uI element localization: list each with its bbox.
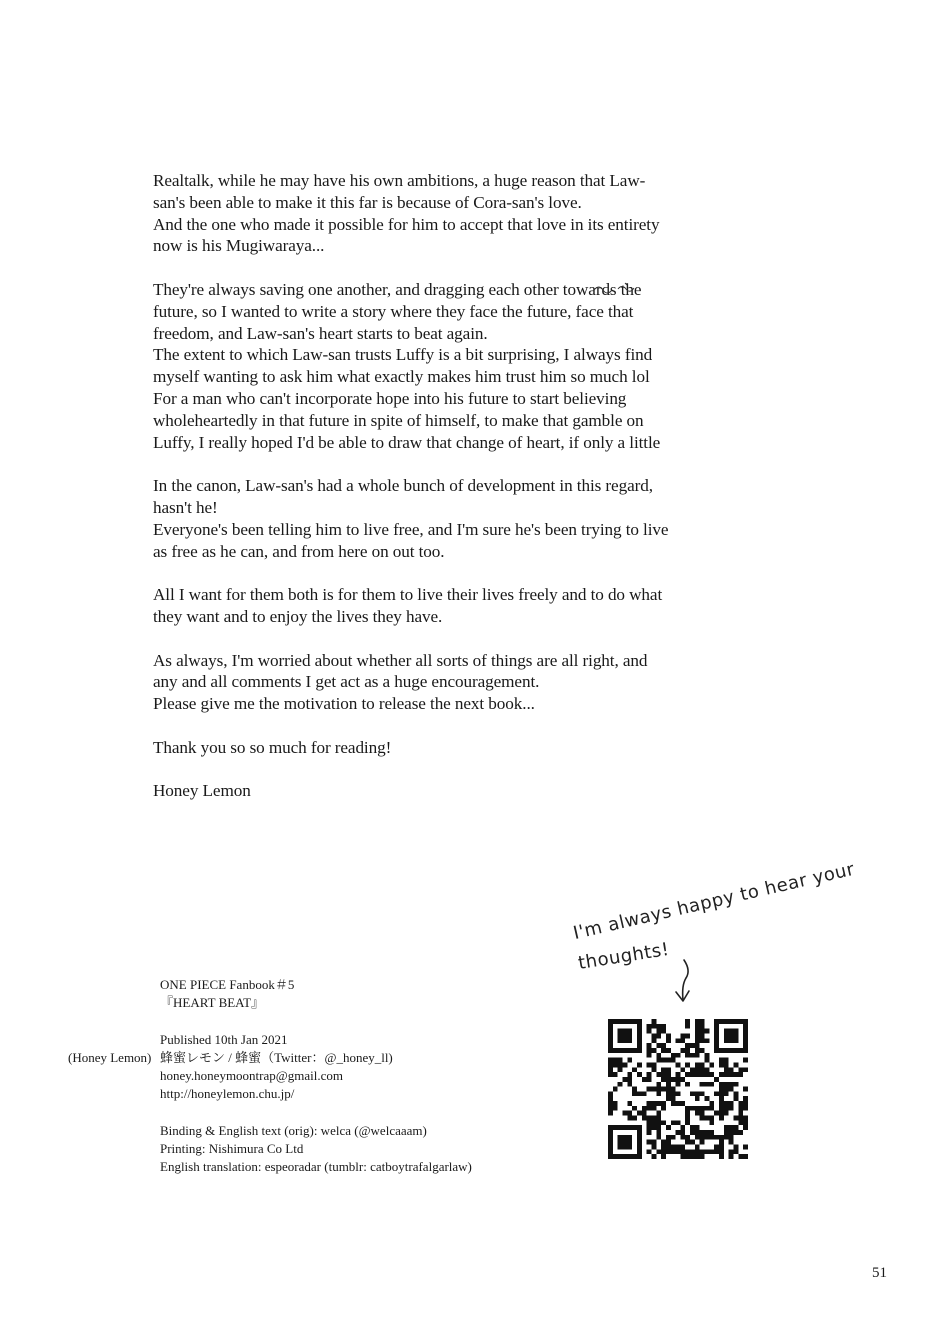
afterword-paragraph: They're always saving one another, and dragging each other towards the future, so I wanted to write a story where they face the future, face that freedom, and Law-san's heart starts to beat again. The extent to which Law-san trusts Luffy is a bit surprising, I always find myself wanting to ask him what exactly makes him trust him so much lol For a man who can't incorporate hope into his future to start believing wholeheartedly in that future in spite of himself, to make that gamble on Luffy, I really hoped I'd be able to draw that change of heart, if only a little	[153, 279, 661, 452]
colophon-translation: English translation: espeoradar (tumblr: catboytrafalgarlaw)	[160, 1159, 472, 1175]
afterword-paragraph: Realtalk, while he may have his own ambitions, a huge reason that Law- san's been able to make it this far is because of Cora-san's love. And the one who made it possible for him to accept that love in its entirety now is his Mugiwaraya...	[153, 171, 660, 256]
colophon-circle-prefix: (Honey Lemon)	[68, 1049, 152, 1065]
afterword-paragraph: All I want for them both is for them to live their lives freely and to do what they want and to enjoy the lives they have.	[153, 585, 663, 626]
handwritten-note-line: I'm always happy to hear your	[571, 858, 857, 944]
afterword-paragraph: As always, I'm worried about whether all sorts of things are all right, and any and all comments I get act as a huge encouragement. Please give me the motivation to release the next book...	[153, 650, 648, 714]
afterword-paragraph: In the canon, Law-san's had a whole bunch of development in this regard, hasn't he! Everyone's been telling him to live free, and I'm sure he's been trying to live as free as he can, and from here on out too.	[153, 476, 669, 561]
pen-squiggle-mark	[592, 280, 642, 294]
colophon-series: ONE PIECE Fanbook＃5	[160, 977, 295, 992]
handwritten-note	[571, 858, 857, 1003]
colophon	[0, 976, 560, 1177]
colophon-website[interactable]: http://honeylemon.chu.jp/	[160, 1086, 295, 1102]
handwritten-note-line: thoughts!	[576, 938, 671, 974]
hand-drawn-arrow-icon	[668, 958, 698, 1004]
colophon-printing: Printing: Nishimura Co Ltd	[160, 1141, 304, 1157]
page-number: 51	[872, 1265, 887, 1281]
qr-code-icon[interactable]	[608, 1019, 748, 1159]
colophon-title: 『HEART BEAT』	[160, 995, 265, 1011]
colophon-circle-row	[0, 1049, 560, 1067]
colophon-email[interactable]: honey.honeymoontrap@gmail.com	[160, 1068, 343, 1084]
colophon-circle: 蜂蜜レモン / 蜂蜜（Twitter：@_honey_ll)	[160, 1049, 393, 1065]
afterword-signature: Honey Lemon	[153, 781, 251, 801]
afterword-text	[153, 170, 763, 802]
colophon-published: Published 10th Jan 2021	[160, 1031, 288, 1047]
afterword-paragraph: Thank you so so much for reading!	[153, 737, 392, 757]
colophon-binding: Binding & English text (orig): welca (@welcaaam)	[160, 1122, 427, 1138]
